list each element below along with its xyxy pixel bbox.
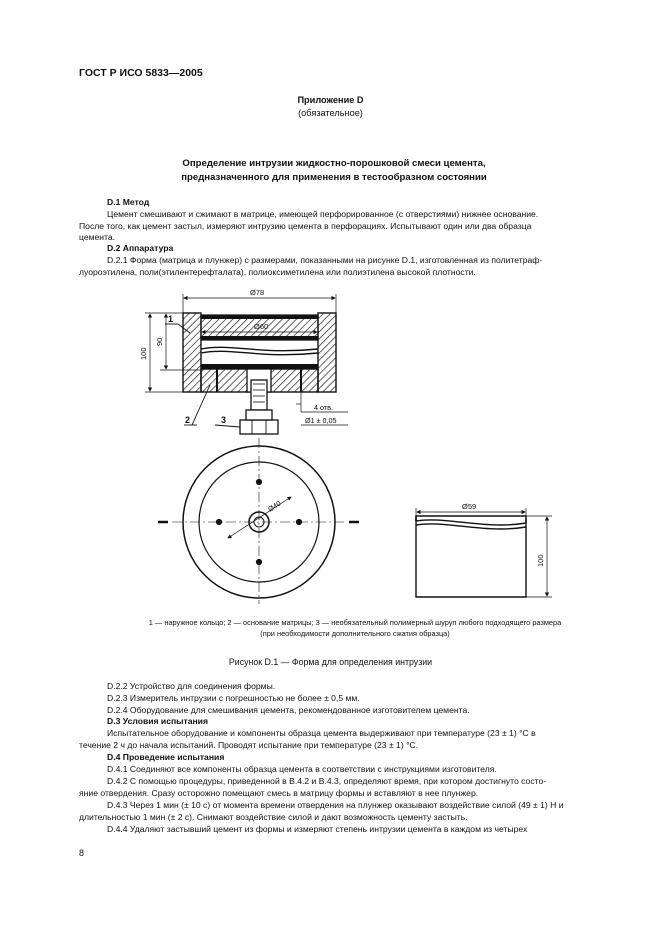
- heading-d3: D.3 Условия испытания: [107, 716, 208, 726]
- paragraph-line: D.2.3 Измеритель интрузии с погрешностью не более ± 0,5 мм.: [107, 693, 360, 703]
- dim-59-label: Ø59: [462, 502, 477, 511]
- paragraph-line: D.4.4 Удаляют застывший цемент из формы и измеряют степень интрузии цемента в каждом из четырех: [107, 824, 528, 834]
- plunger-view: [416, 508, 552, 597]
- heading-d4: D.4 Проведение испытания: [107, 752, 225, 762]
- annex-title: Приложение D: [297, 95, 364, 105]
- figure-caption: [95, 617, 615, 639]
- dim-90-label: 90: [155, 337, 164, 346]
- dim-100b-label: 100: [536, 554, 545, 567]
- outer-ring-left-wall: [183, 313, 201, 392]
- paragraph-line: После того, как цемент застыл, измеряют интрузию цемента в перфорациях. Испытывают один или два образца: [79, 221, 532, 231]
- paragraph-line: D.4.2 С помощью процедуры, приведенной в В.4.2 и В.4.3, определяют время, при котором достигнуто состо-: [107, 776, 547, 786]
- doc-header: ГОСТ Р ИСО 5833—2005: [79, 67, 203, 79]
- paragraph-line: D.2.2 Устройство для соединения формы.: [107, 681, 276, 691]
- dim-40-label: Ø40: [266, 498, 283, 514]
- paragraph-line: D.4.3 Через 1 мин (± 10 с) от момента времени отвердения на плунжер оказывают воздействие силой (49 ± 1) Н и: [107, 800, 564, 810]
- side-view: [145, 294, 348, 434]
- caption-line: 1 — наружное кольцо; 2 — основание матрицы; 3 — необязательный полимерный шуруп любого подходящего размера: [148, 618, 562, 627]
- dim-60-label: Ø60: [254, 322, 269, 331]
- top-view: [158, 438, 359, 604]
- heading-d2: D.2 Аппаратура: [107, 243, 174, 253]
- annex-subtitle: (обязательное): [298, 108, 363, 118]
- holes-label: 4 отв.: [314, 403, 333, 412]
- heading-d1: D.1 Метод: [107, 197, 150, 207]
- screw-head: [240, 420, 278, 434]
- paragraph-line: Цемент смешивают и сжимают в матрице, имеющей перфорированное (с отверстиями) нижнее основание.: [107, 209, 539, 219]
- paragraph-line: D.4.1 Соединяют все компоненты образца цемента в соответствии с инструкциями изготовителя.: [107, 764, 497, 774]
- item-1-label: 1: [168, 314, 174, 324]
- paragraph-line: длительностью 1 мин (± 2 с). Снимают воздействие силой и дают возможность цементу застыть.: [79, 812, 468, 822]
- paragraph-line: Испытательное оборудование и компоненты образца цемента выдерживают при температуре (23 ± 1) °С в: [107, 728, 536, 738]
- hole-dim-label: Ø1 ± 0,05: [305, 416, 337, 425]
- item-2-label: 2: [185, 415, 191, 425]
- title-line: Определение интрузии жидкостно-порошковой смеси цемента,: [182, 158, 486, 169]
- screw-body: [251, 380, 267, 410]
- paragraph-line: яние отвердения. Сразу осторожно помещают смесь в матрицу формы и вставляют в нее плунжер.: [79, 788, 479, 798]
- paragraph-line: D.2.4 Оборудование для смешивания цемента, рекомендованное изготовителем цемента.: [107, 705, 470, 715]
- page-number: 8: [79, 848, 85, 858]
- paragraph-line: цемента.: [79, 232, 116, 242]
- outer-ring-right-wall: [318, 313, 336, 392]
- figure-title: Рисунок D.1 — Форма для определения интрузии: [228, 657, 433, 667]
- paragraph-line: течение 2 ч до начала испытаний. Проводят испытание при температуре (23 ± 1) °С.: [79, 740, 419, 750]
- caption-line: (при необходимости дополнительного сжатия образца): [260, 629, 450, 638]
- title-line: предназначенного для применения в тестообразном состоянии: [181, 172, 487, 183]
- dim-78-label: Ø78: [250, 288, 265, 297]
- item-3-label: 3: [221, 415, 227, 425]
- paragraph-line: луороэтилена, поли(этилентерефталата), полиоксиметилена или полиэтилена высокой плотности.: [79, 267, 476, 277]
- dim-100-label: 100: [139, 347, 148, 360]
- paragraph-line: D.2.1 Форма (матрица и плунжер) с размерами, показанными на рисунке D.1, изготовленная из политетраф-: [107, 255, 543, 265]
